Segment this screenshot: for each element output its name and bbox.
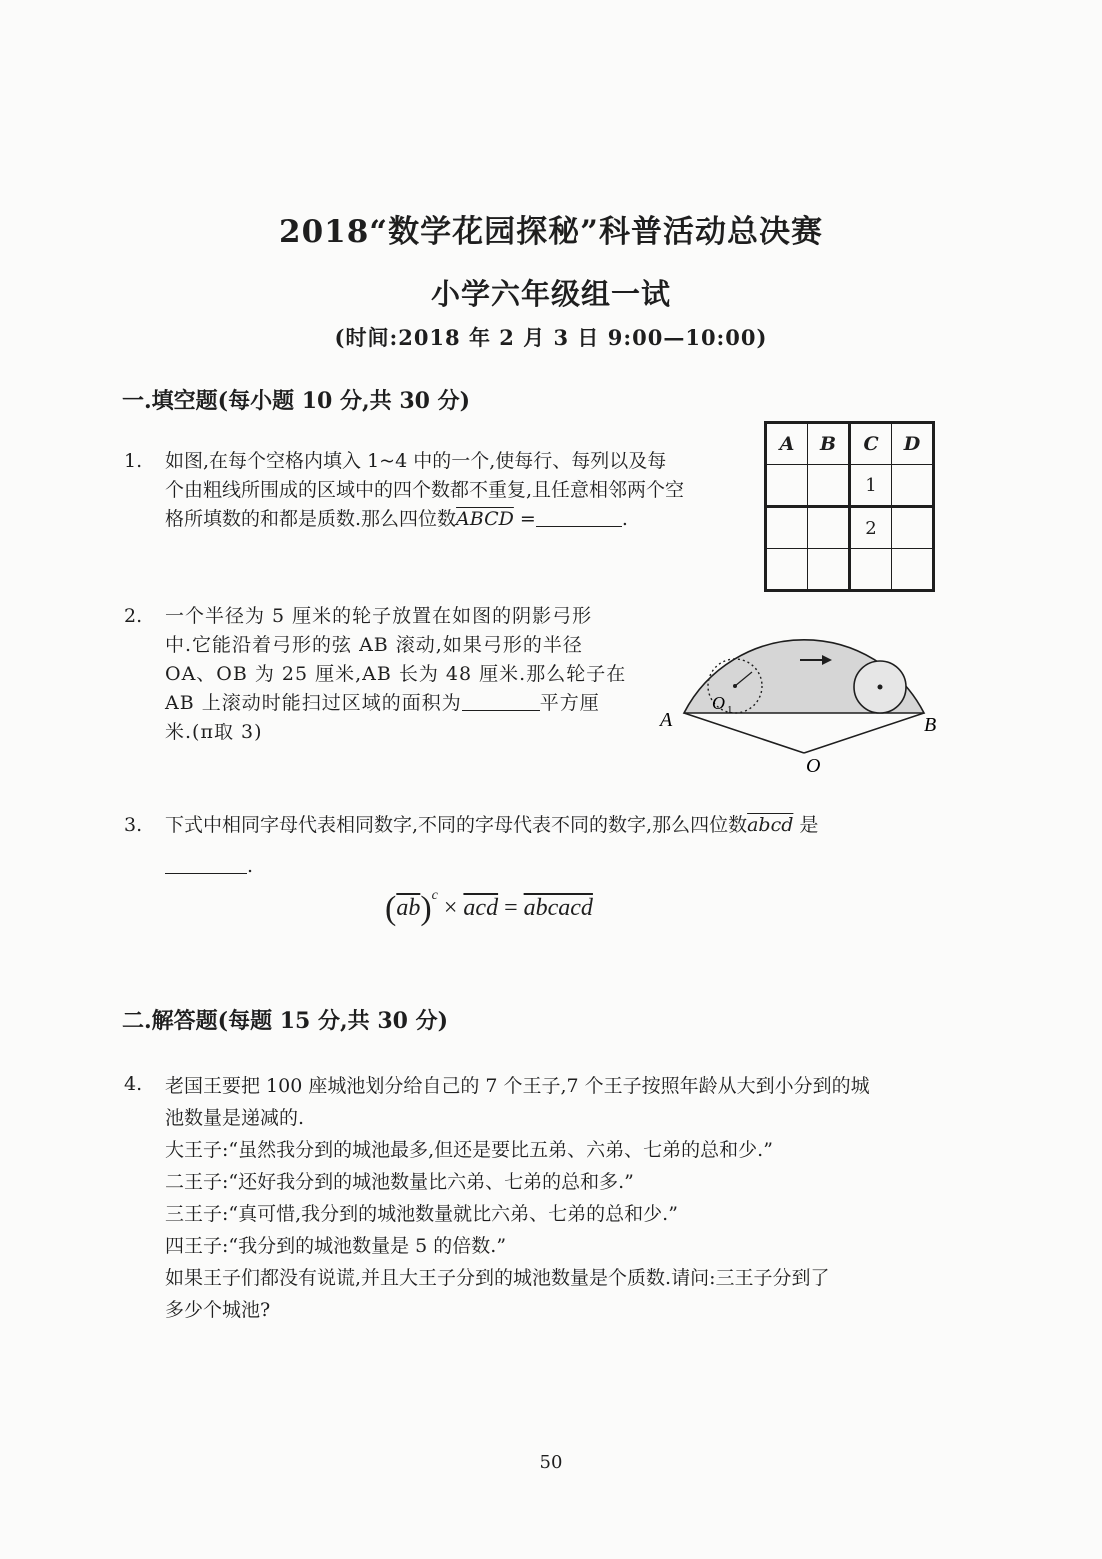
grid-header-c: C bbox=[850, 423, 892, 465]
formula-paren-close: ) bbox=[420, 890, 432, 927]
q3-period: . bbox=[247, 855, 254, 877]
q2-line-2: 中.它能沿着弓形的弦 AB 滚动,如果弓形的半径 bbox=[165, 634, 583, 656]
q1-number: 1. bbox=[124, 450, 143, 472]
q3-number: 3. bbox=[124, 814, 143, 836]
q4-line-5: 三王子:“真可惜,我分到的城池数量就比六弟、七弟的总和少.” bbox=[165, 1203, 678, 1225]
formula-exponent: c bbox=[431, 888, 438, 903]
formula-base: $\overline{ab}$ bbox=[396, 895, 421, 921]
grid-cell[interactable] bbox=[808, 507, 850, 549]
q4-line-4: 二王子:“还好我分到的城池数量比六弟、七弟的总和多.” bbox=[165, 1171, 634, 1193]
q4-text bbox=[165, 1070, 870, 1326]
formula-mid: $\overline{acd}$ bbox=[463, 895, 499, 921]
q3-answer-blank[interactable] bbox=[165, 853, 247, 874]
q1-line-1: 如图,在每个空格内填入 1~4 中的一个,使每行、每列以及每 bbox=[165, 450, 667, 472]
grid-cell[interactable] bbox=[892, 465, 934, 507]
grid-cell[interactable] bbox=[766, 549, 808, 591]
grid-cell[interactable] bbox=[892, 507, 934, 549]
q2-line-4 bbox=[165, 689, 626, 718]
q2-line-4-text: AB 上滚动时能扫过区域的面积为 bbox=[165, 692, 462, 714]
q4-line-7: 如果王子们都没有说谎,并且大王子分到的城池数量是个质数.请问:三王子分到了 bbox=[165, 1267, 830, 1289]
grid-cell[interactable] bbox=[808, 465, 850, 507]
page-number: 50 bbox=[539, 1452, 563, 1473]
grid-cell-given-1: 1 bbox=[850, 465, 892, 507]
q2-answer-blank[interactable] bbox=[462, 690, 540, 711]
q3-text bbox=[165, 811, 818, 840]
q2-line-3: OA、OB 为 25 厘米,AB 长为 48 厘米.那么轮子在 bbox=[165, 663, 627, 685]
q3-line-1-text: 下式中相同字母代表相同数字,不同的字母代表不同的数字,那么四位数 bbox=[165, 814, 748, 836]
q4-line-2: 池数量是递减的. bbox=[165, 1107, 305, 1129]
q3-answer-line bbox=[165, 852, 253, 881]
q1-period: . bbox=[621, 508, 628, 530]
q1-text bbox=[165, 447, 684, 534]
q4-line-6: 四王子:“我分到的城池数量是 5 的倍数.” bbox=[165, 1235, 507, 1257]
label-a: A bbox=[660, 709, 673, 731]
q4-line-1: 老国王要把 100 座城池划分给自己的 7 个王子,7 个王子按照年龄从大到小分到的城 bbox=[165, 1075, 870, 1097]
q2-line-4-unit: 平方厘 bbox=[539, 692, 600, 714]
q2-text bbox=[165, 602, 626, 747]
grid-cell[interactable] bbox=[892, 549, 934, 591]
section-1-heading: 一.填空题(每小题 10 分,共 30 分) bbox=[122, 388, 471, 414]
exam-time: (时间:2018 年 2 月 3 日 9:00—10:00) bbox=[334, 325, 768, 350]
grid-header-a: A bbox=[766, 423, 808, 465]
radius-oa bbox=[684, 713, 804, 753]
grid-cell[interactable] bbox=[808, 549, 850, 591]
formula-equals: = bbox=[504, 895, 518, 921]
q2-segment-figure bbox=[652, 612, 952, 777]
label-o1: O bbox=[712, 693, 725, 713]
wheel-solid-center bbox=[878, 685, 883, 690]
grid-header-d: D bbox=[892, 423, 934, 465]
grid-header-b: B bbox=[808, 423, 850, 465]
exam-subtitle: 小学六年级组一试 bbox=[430, 277, 671, 311]
q1-line-2: 个由粗线所围成的区域中的四个数都不重复,且任意相邻两个空 bbox=[165, 479, 685, 501]
formula-paren-open: ( bbox=[385, 890, 397, 927]
q2-line-5: 米.(π取 3) bbox=[165, 721, 263, 743]
wheel-start-center bbox=[733, 684, 737, 688]
q3-line-1-end: 是 bbox=[793, 814, 819, 836]
q1-equals: = bbox=[513, 508, 536, 530]
q2-number: 2. bbox=[124, 605, 143, 627]
q3-formula bbox=[385, 888, 593, 928]
grid-cell[interactable] bbox=[766, 507, 808, 549]
label-o1-subscript: 1 bbox=[727, 704, 733, 716]
section-2-heading: 二.解答题(每题 15 分,共 30 分) bbox=[122, 1008, 449, 1034]
exam-title: 2018“数学花园探秘”科普活动总决赛 bbox=[279, 214, 823, 250]
q4-number: 4. bbox=[124, 1073, 143, 1095]
q4-line-3: 大王子:“虽然我分到的城池最多,但还是要比五弟、六弟、七弟的总和少.” bbox=[165, 1139, 773, 1161]
grid-cell[interactable] bbox=[850, 549, 892, 591]
q3-abcd-overline: abcd bbox=[747, 814, 794, 836]
q1-line-3 bbox=[165, 505, 684, 534]
formula-times: × bbox=[443, 895, 458, 921]
q1-grid bbox=[764, 421, 935, 592]
q2-line-1: 一个半径为 5 厘米的轮子放置在如图的阴影弓形 bbox=[165, 605, 593, 627]
formula-rhs: abcacd bbox=[523, 895, 593, 921]
grid-cell[interactable] bbox=[766, 465, 808, 507]
q4-line-8: 多少个城池? bbox=[165, 1299, 271, 1321]
label-b: B bbox=[924, 714, 937, 736]
label-o: O bbox=[806, 755, 821, 777]
q1-answer-blank[interactable] bbox=[536, 506, 622, 527]
radius-ob bbox=[804, 713, 924, 753]
grid-cell-given-2: 2 bbox=[850, 507, 892, 549]
q1-line-3-text: 格所填数的和都是质数.那么四位数 bbox=[165, 508, 457, 530]
q1-abcd-overline: ABCD bbox=[456, 508, 514, 530]
